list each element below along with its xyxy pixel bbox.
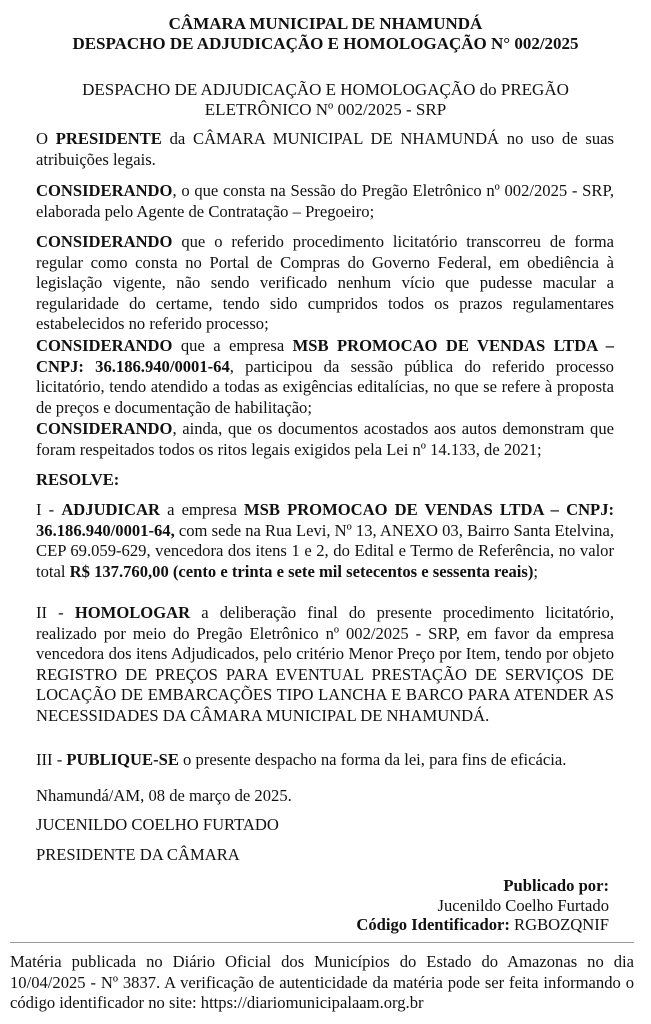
subtitle-line1: DESPACHO DE ADJUDICAÇÃO E HOMOLOGAÇÃO do PREGÃO — [82, 80, 569, 99]
item-2-prefix: II - — [36, 603, 75, 622]
item-2-homologar — [36, 603, 614, 726]
considerando-3-company: MSB PROMOCAO DE VENDAS LTDA – CNPJ: 36.186.940/0001-64 — [36, 336, 614, 376]
intro-bold: PRESIDENTE — [55, 129, 162, 148]
item-1-action: ADJUDICAR — [61, 500, 160, 519]
considerando-1 — [36, 181, 614, 222]
considerando-3 — [36, 336, 614, 418]
resolve-label — [36, 470, 614, 491]
published-by-label: Publicado por: — [503, 876, 609, 895]
considerando-2-bold: CONSIDERANDO — [36, 232, 173, 251]
item-2-text: a deliberação final do presente procedimento licitatório, realizado por meio do Pregão Eletrônico nº 002/2025 - SRP, em favor da empresa vencedora dos itens Adjudicados, pelo critério Menor Preço por Item, tendo por objeto REGISTRO DE PREÇOS PARA EVENTUAL PRESTAÇÃO DE SERVIÇOS DE LOCAÇÃO DE EMBARCAÇÕES TIPO LANCHA E BARCO PARA ATENDER AS NECESSIDADES DA CÂMARA MUNICIPAL DE NHAMUNDÁ. — [36, 603, 615, 725]
item-1-company: MSB PROMOCAO DE VENDAS LTDA – CNPJ: 36.186.940/0001-64, — [36, 500, 615, 540]
header-title-line1: CÂMARA MUNICIPAL DE NHAMUNDÁ — [168, 14, 483, 33]
item-1-prefix: I - — [36, 500, 62, 519]
code-label: Código Identificador: — [356, 915, 510, 934]
intro-prefix: O — [36, 129, 56, 148]
item-1-mid: a empresa — [159, 500, 244, 519]
publisher-name: Jucenildo Coelho Furtado — [437, 895, 609, 915]
item-1-end: ; — [533, 561, 539, 581]
signer-role: PRESIDENTE DA CÂMARA — [36, 845, 240, 864]
resolve-bold: RESOLVE: — [36, 470, 120, 489]
considerando-3-bold: CONSIDERANDO — [36, 336, 173, 355]
item-3-publique — [36, 750, 566, 771]
header-title-line2: DESPACHO DE ADJUDICAÇÃO E HOMOLOGAÇÃO N° 002/2025 — [72, 34, 579, 53]
item-3-text: o presente despacho na forma da lei, para fins de eficácia. — [178, 750, 567, 769]
subtitle-line2: ELETRÔNICO Nº 002/2025 - SRP — [204, 100, 447, 119]
considerando-1-bold: CONSIDERANDO — [36, 181, 173, 200]
footer-divider — [10, 942, 634, 943]
intro-rest: da CÂMARA MUNICIPAL DE NHAMUNDÁ no uso de suas atribuições legais. — [36, 129, 614, 169]
item-1-text: com sede na Rua Levi, Nº 13, ANEXO 03, Bairro Santa Etelvina, CEP 69.059-629, vencedora dos itens 1 e 2, do Edital e Termo de Referência, no valor total — [36, 520, 614, 581]
item-3-action: PUBLIQUE-SE — [66, 750, 179, 769]
considerando-4-bold: CONSIDERANDO — [36, 419, 173, 438]
item-2-action: HOMOLOGAR — [74, 603, 191, 622]
item-1-adjudicar — [36, 500, 614, 582]
considerando-3-mid: que a empresa — [172, 336, 293, 355]
place-date: Nhamundá/AM, 08 de março de 2025. — [36, 786, 292, 805]
considerando-2 — [36, 232, 614, 335]
code-value: RGBOZQNIF — [509, 915, 609, 934]
footer-note: Matéria publicada no Diário Oficial dos Municípios do Estado do Amazonas no dia 10/04/2025 - Nº 3837. A verificação de autenticidade da matéria pode ser feita informando o código identificador no site: https://diariomunicipalaam.org.br — [10, 952, 634, 1012]
item-1-value: R$ 137.760,00 (cento e trinta e sete mil setecentos e sessenta reais) — [69, 561, 534, 581]
considerando-2-text: que o referido procedimento licitatório transcorreu de forma regular como consta no Portal de Compras do Governo Federal, em obediência à legislação vigente, não sendo verificado nenhum vício que pudesse macular a regularidade do certame, tendo sido cumpridos todos os prazos regulamentares estabelecidos no referido processo; — [36, 232, 614, 333]
considerando-4-text: , ainda, que os documentos acostados aos autos demonstram que foram respeitados todos os ritos legais exigidos pela Lei nº 14.133, de 2021; — [36, 419, 614, 459]
signer-name: JUCENILDO COELHO FURTADO — [36, 815, 279, 834]
item-3-prefix: III - — [36, 750, 67, 769]
considerando-3-text: , participou da sessão pública do referido processo licitatório, tendo atendido a todas as exigências editalícias, no que se refere à proposta de preços e documentação de habilitação; — [36, 356, 614, 417]
publication-block — [356, 876, 609, 935]
considerando-1-text: , o que consta na Sessão do Pregão Eletrônico nº 002/2025 - SRP, elaborada pelo Agente de Contratação – Pregoeiro; — [36, 181, 614, 221]
intro-paragraph — [36, 129, 614, 170]
considerando-4 — [36, 419, 614, 460]
